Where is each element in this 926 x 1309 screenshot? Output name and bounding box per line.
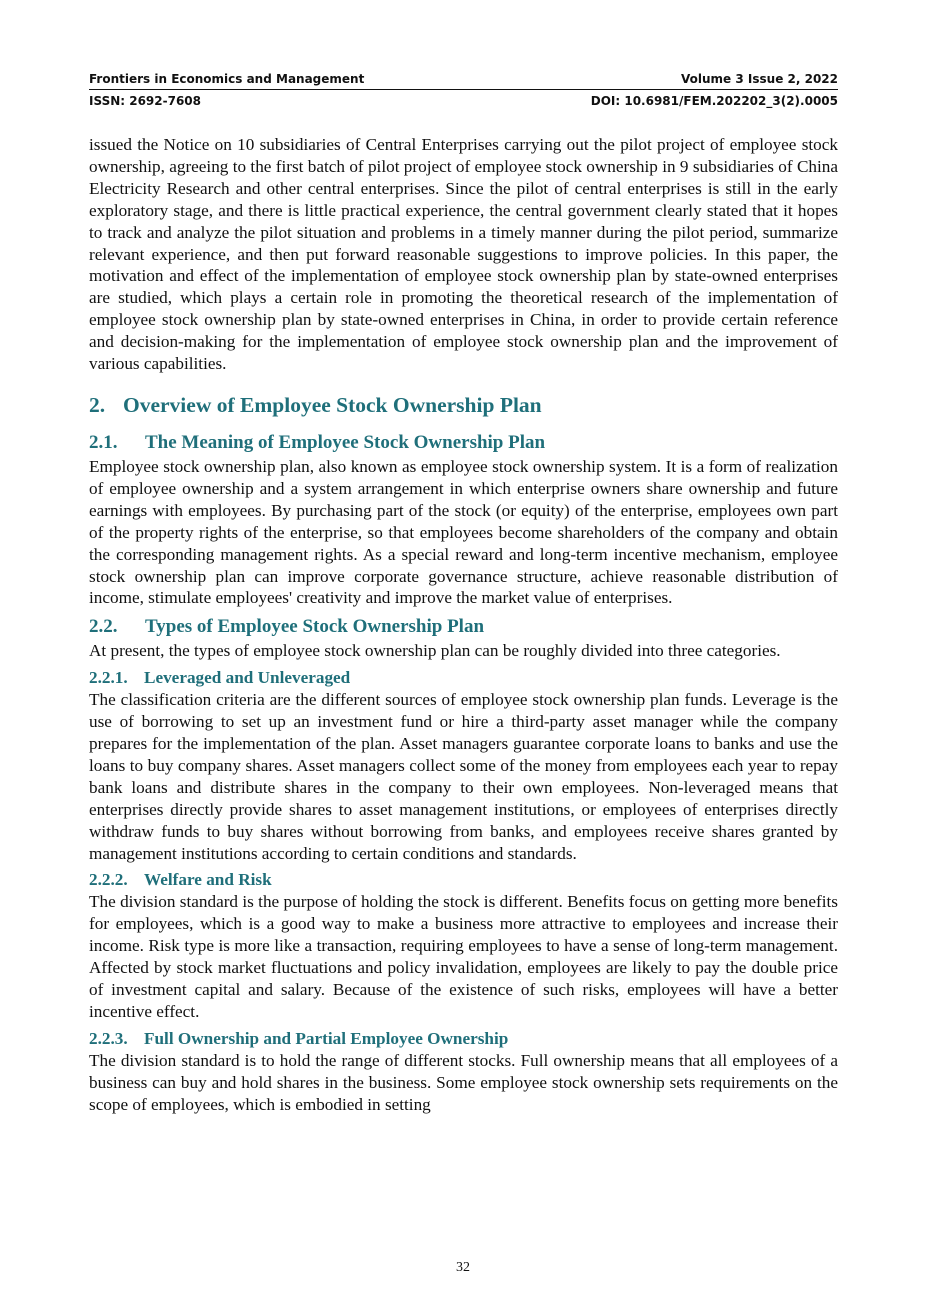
- section-number: 2.: [89, 392, 106, 417]
- section-heading-2-2-3: [89, 1027, 838, 1050]
- running-header-top: [89, 71, 838, 87]
- journal-name: Frontiers in Economics and Management: [89, 72, 365, 86]
- section-number: 2.1.: [89, 431, 118, 453]
- section-heading-2-2: [89, 614, 838, 640]
- issn: ISSN: 2692-7608: [89, 94, 202, 108]
- section-heading-2: [89, 391, 838, 419]
- section-number: 2.2.: [89, 616, 118, 638]
- header-rule: [89, 89, 838, 90]
- volume-issue: Volume 3 Issue 2, 2022: [681, 72, 838, 86]
- section-title: Overview of Employee Stock Ownership Plan: [123, 392, 542, 417]
- section-2-1-paragraph: Employee stock ownership plan, also known as employee stock ownership system. It is a form of realization of employee ownership and a system arrangement in which enterprise owners share ownership and future earnings with employees. By purchasing part of the stock (or equity) of the enterprise, employees own part of the property rights of the enterprise, so that employees become shareholders of the company and obtain the corresponding management rights. As a special reward and long-term incentive mechanism, employee stock ownership plan can improve corporate governance structure, achieve reasonable distribution of income, stimulate employees' creativity and improve the market value of enterprises.: [89, 456, 838, 608]
- section-2-2-2-paragraph: The division standard is the purpose of holding the stock is different. Benefits focus on getting more benefits for employees, which is a good way to make a business more attractive to employees and increase their income. Risk type is more like a transaction, requiring employees to have a sense of long-term management. Affected by stock market fluctuations and policy invalidation, employees are likely to pay the double price of investment capital and salary. Because of the existence of such risks, employees will have a better incentive effect.: [89, 892, 838, 1021]
- article-body: [89, 134, 838, 1116]
- section-2-2-1-paragraph: The classification criteria are the different sources of employee stock ownership plan funds. Leverage is the use of borrowing to set up an investment fund or hire a third-party asset manager while the company prepares for the implementation of the plan. Asset managers guarantee corporate loans to banks and use the loans to buy company shares. Asset managers collect some of the money from employees each year to repay bank loans and distribute shares in the company to their own employees. Non-leveraged means that enterprises directly provide shares to asset management institutions, or employees of enterprises directly withdraw funds to buy shares without borrowing from banks, and employees receive shares granted by management institutions according to certain conditions and standards.: [89, 690, 838, 863]
- section-title: Welfare and Risk: [144, 870, 272, 890]
- section-heading-2-2-2: [89, 868, 838, 891]
- section-title: Leveraged and Unleveraged: [144, 668, 351, 688]
- section-number: 2.2.1.: [89, 668, 128, 688]
- section-heading-2-1: [89, 430, 838, 456]
- section-heading-2-2-1: [89, 666, 838, 689]
- page-number: 32: [456, 1260, 470, 1275]
- section-number: 2.2.2.: [89, 870, 128, 890]
- intro-paragraph: issued the Notice on 10 subsidiaries of Central Enterprises carrying out the pilot project of employee stock ownership, agreeing to the first batch of pilot project of employee stock ownership in 9 subsidiaries of China Electricity Research and other central enterprises. Since the pilot of central enterprises is still in the early exploratory stage, and there is little practical experience, the central government clearly stated that it hopes to track and analyze the pilot situation and problems in a timely manner during the pilot period, summarize relevant experience, and then put forward reasonable suggestions to improve policies. In this paper, the motivation and effect of the implementation of employee stock ownership plan by state-owned enterprises are studied, which plays a certain role in promoting the theoretical research of the implementation of employee stock ownership plan by state-owned enterprises in China, in order to provide certain reference and decision-making for the implementation of employee stock ownership plan and the improvement of various capabilities.: [89, 135, 838, 374]
- running-header-bottom: [89, 93, 838, 109]
- doi: DOI: 10.6981/FEM.202202_3(2).0005: [590, 94, 838, 108]
- section-title: Types of Employee Stock Ownership Plan: [145, 616, 485, 638]
- section-2-2-paragraph: At present, the types of employee stock ownership plan can be roughly divided into three categories.: [89, 641, 781, 661]
- section-title: Full Ownership and Partial Employee Ownership: [144, 1028, 509, 1048]
- section-2-2-3-paragraph: The division standard is to hold the range of different stocks. Full ownership means that all employees of a business can buy and hold shares in the business. Some employee stock ownership sets requirements on the scope of employees, which is embodied in setting: [89, 1050, 838, 1114]
- section-number: 2.2.3.: [89, 1028, 128, 1048]
- section-title: The Meaning of Employee Stock Ownership Plan: [145, 431, 546, 453]
